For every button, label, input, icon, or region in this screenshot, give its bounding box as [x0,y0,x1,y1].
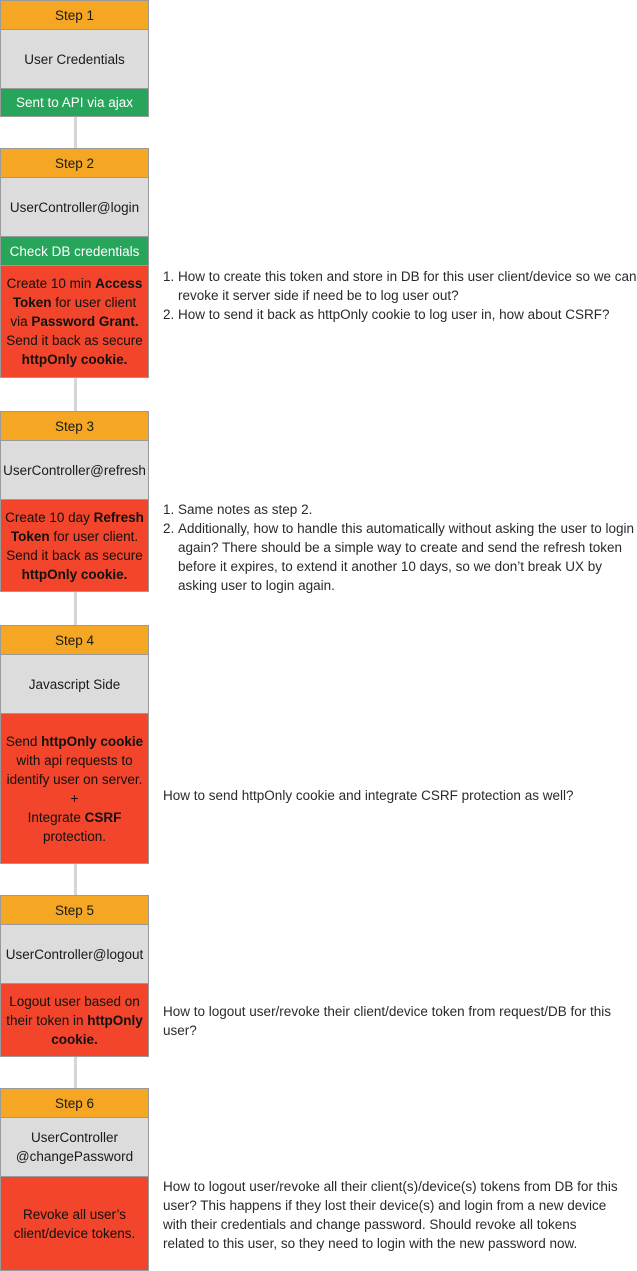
step4-note: How to send httpOnly cookie and integrate CSRF protection as well? [163,788,574,803]
step2-action: Check DB credentials [0,236,149,266]
step3-controller: UserController@refresh [0,440,149,500]
step4-header: Step 4 [0,625,149,655]
connector-4-5 [74,864,77,895]
step2-note-2: 2. How to send it back as httpOnly cookie to log user in, how about CSRF? [163,307,610,322]
step1-action: Sent to API via ajax [0,88,149,117]
step6-controller-line1: UserController [30,1130,119,1145]
step2-detail: Create 10 min Access Token for user client via Password Grant. Send it back as secure httpOnly cookie. [0,265,149,378]
step1-controller: User Credentials [0,29,149,89]
step6-detail: Revoke all user’s client/device tokens. [0,1176,149,1271]
plus-sign: + [70,790,79,806]
step6-controller [0,1117,149,1177]
connector-5-6 [74,1057,77,1088]
step6-controller-line2: @changePassword [15,1149,134,1164]
connector-3-4 [74,592,77,625]
step2-header: Step 2 [0,148,149,178]
step2-note-1: 1. How to create this token and store in DB for this user client/device so we can revoke it server side if need be to log user out? [163,269,637,303]
step6-header: Step 6 [0,1088,149,1118]
step3-header: Step 3 [0,411,149,441]
step3-notes [163,500,637,595]
step2-controller: UserController@login [0,177,149,237]
step1-header: Step 1 [0,0,149,30]
step3-note-1: 1. Same notes as step 2. [163,502,313,517]
step6-note: How to logout user/revoke all their client(s)/device(s) tokens from DB for this user? This happens if they lost their device(s) and login from a new device with their credentials and change password. Should revoke all tokens related to this user, so they need to login with the new password now. [163,1179,618,1251]
step5-header: Step 5 [0,895,149,925]
connector-1-2 [74,117,77,148]
step4-controller: Javascript Side [0,654,149,714]
step4-detail: Send httpOnly cookie with api requests to identify user on server. + Integrate CSRF protection. [0,713,149,864]
step3-detail: Create 10 day Refresh Token for user client. Send it back as secure httpOnly cookie. [0,499,149,592]
step5-controller: UserController@logout [0,924,149,984]
step3-note-2: 2. Additionally, how to handle this automatically without asking the user to login again? There should be a simple way to create and send the refresh token before it expires, to extend it another 10 days, so we don’t break UX by asking user to login again. [163,521,635,593]
step2-notes [163,267,637,324]
connector-2-3 [74,378,77,411]
step5-note: How to logout user/revoke their client/device token from request/DB for this user? [163,1004,611,1038]
step5-detail: Logout user based on their token in httpOnly cookie. [0,983,149,1057]
